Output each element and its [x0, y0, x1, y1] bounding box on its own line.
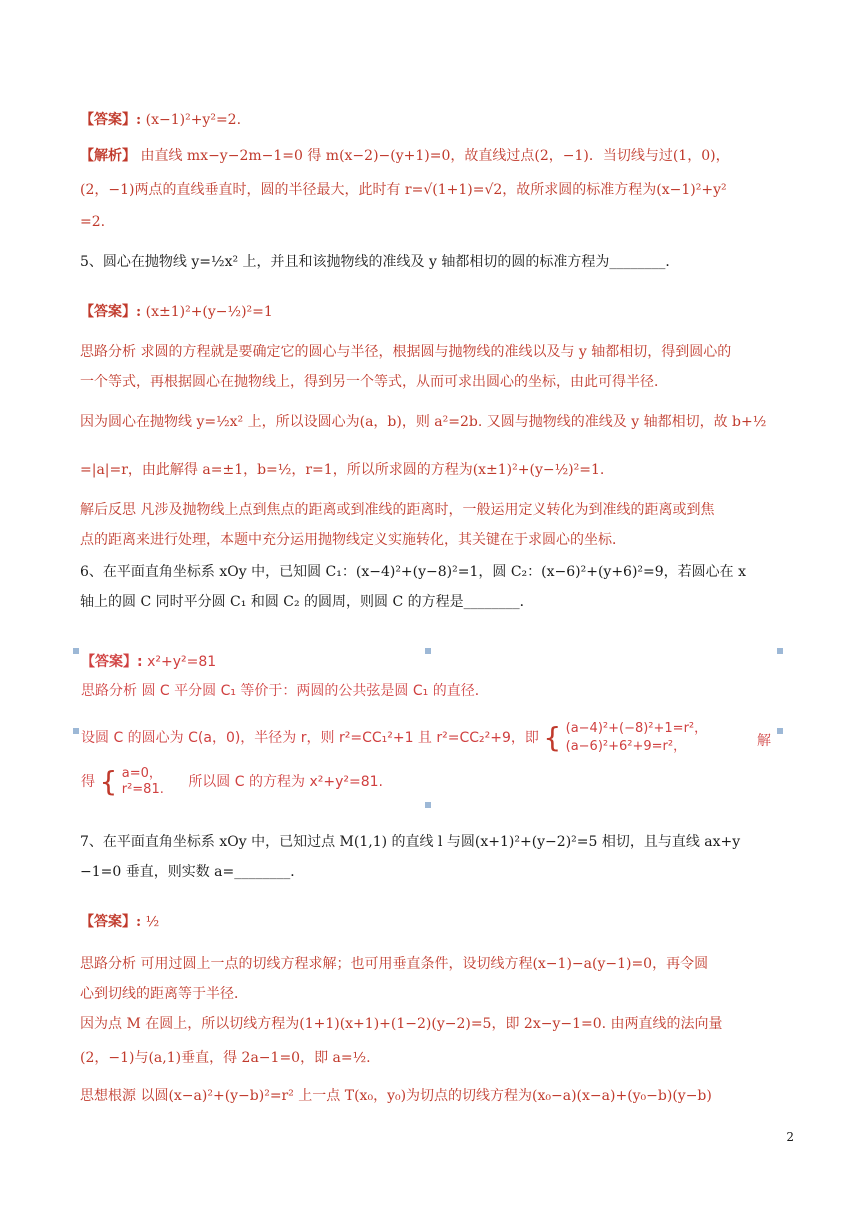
answer-line — [80, 302, 780, 322]
analysis-line: (2，−1)两点的直线垂直时，圆的半径最大，此时有 r=√(1+1)=√2，故所求圆的标准方程为(x−1)²+y² — [80, 182, 727, 198]
resize-handle — [777, 648, 783, 654]
resize-handle — [73, 728, 79, 734]
system-equation: a=0， — [121, 766, 162, 781]
system-equation: (a−6)²+6²+9=r²， — [565, 739, 687, 754]
result-prefix: 得 — [81, 774, 95, 790]
answer-label: 【答案】: — [80, 304, 142, 320]
analysis-line: 心到切线的距离等于半径． — [80, 986, 248, 1002]
answer-line — [80, 110, 780, 130]
answer-label: 【答案】: — [81, 654, 143, 670]
question-6: 6、在平面直角坐标系 xOy 中，已知圆 C₁：(x−4)²+(y−8)²=1，圆 C₂：(x−6)²+(y+6)²=9，若圆心在 x — [80, 564, 747, 580]
analysis-line — [80, 146, 780, 166]
system-equation: (a−4)²+(−8)²+1=r²， — [565, 721, 708, 736]
page-number: 2 — [786, 1130, 794, 1144]
result-text: 所以圆 C 的方程为 x²+y²=81. — [188, 774, 383, 790]
question-7: 7、在平面直角坐标系 xOy 中，已知过点 M(1,1) 的直线 l 与圆(x+1)²+(y−2)²=5 相切，且与直线 ax+y — [80, 834, 741, 850]
analysis-line: 思路分析 求圆的方程就是要确定它的圆心与半径，根据圆与抛物线的准线以及与 y 轴都相切，得到圆心的 — [80, 344, 732, 360]
brace-glyph: { — [543, 721, 562, 754]
analysis-text: 设圆 C 的圆心为 C(a，0)，半径为 r，则 r²=CC₁²+1 且 r²=CC₂²+9，即 — [81, 730, 539, 746]
analysis-text: 解 — [757, 733, 771, 749]
analysis-line: (2，−1)与(a,1)垂直，得 2a−1=0，即 a=½. — [80, 1050, 371, 1066]
answer-line — [80, 912, 780, 932]
resize-handle — [777, 728, 783, 734]
resize-handle — [73, 648, 79, 654]
analysis-text: 由直线 mx−y−2m−1=0 得 m(x−2)−(y+1)=0，故直线过点(2，−1)．当切线与过(1，0)， — [140, 148, 730, 164]
analysis-line: 思路分析 可用过圆上一点的切线方程求解；也可用垂直条件，设切线方程(x−1)−a(y−1)=0，再令圆 — [80, 956, 709, 972]
answer-line — [81, 652, 216, 672]
analysis-line — [81, 720, 771, 756]
system-equation: r²=81. — [121, 782, 164, 797]
question-5: 5、圆心在抛物线 y=½x² 上，并且和该抛物线的准线及 y 轴都相切的圆的标准方程为________． — [80, 254, 680, 270]
analysis-line: 因为圆心在抛物线 y=½x² 上，所以设圆心为(a，b)，则 a²=2b. 又圆与抛物线的准线及 y 轴都相切，故 b+½ — [80, 414, 767, 430]
equation-system — [566, 720, 708, 756]
answer-label: 【答案】: — [80, 914, 142, 930]
answer-image-box — [73, 648, 783, 808]
analysis-label: 【解析】 — [80, 148, 136, 164]
analysis-line: =|a|=r，由此解得 a=±1，b=½，r=1，所以所求圆的方程为(x±1)²+(y−½)²=1. — [80, 462, 605, 478]
analysis-line: =2. — [80, 214, 106, 230]
brace-glyph: { — [99, 765, 118, 798]
resize-handle — [425, 802, 431, 808]
analysis-line: 思路分析 圆 C 平分圆 C₁ 等价于：两圆的公共弦是圆 C₁ 的直径． — [81, 683, 489, 699]
answer-text: ½ — [145, 914, 160, 930]
answer-label: 【答案】: — [80, 112, 142, 128]
reflection-line: 解后反思 凡涉及抛物线上点到焦点的距离或到准线的距离时，一般运用定义转化为到准线的距离或到焦 — [80, 502, 715, 518]
resize-handle — [425, 648, 431, 654]
question-6: 轴上的圆 C 同时平分圆 C₁ 和圆 C₂ 的圆周，则圆 C 的方程是________． — [80, 594, 534, 610]
result-line — [81, 766, 383, 798]
reflection-line: 点的距离来进行处理，本题中充分运用抛物线定义实施转化，其关键在于求圆心的坐标． — [80, 532, 626, 548]
answer-text: x²+y²=81 — [147, 654, 217, 670]
equation-system — [122, 766, 164, 798]
analysis-line: 因为点 M 在圆上，所以切线方程为(1+1)(x+1)+(1−2)(y−2)=5，即 2x−y−1=0. 由两直线的法向量 — [80, 1016, 723, 1032]
answer-text: (x−1)²+y²=2. — [145, 112, 242, 128]
question-7: −1=0 垂直，则实数 a=________． — [80, 864, 305, 880]
analysis-line: 一个等式，再根据圆心在抛物线上，得到另一个等式，从而可求出圆心的坐标，由此可得半径． — [80, 374, 668, 390]
answer-text: (x±1)²+(y−½)²=1 — [145, 304, 273, 320]
root-line: 思想根源 以圆(x−a)²+(y−b)²=r² 上一点 T(x₀，y₀)为切点的切线方程为(x₀−a)(x−a)+(y₀−b)(y−b) — [80, 1088, 712, 1104]
